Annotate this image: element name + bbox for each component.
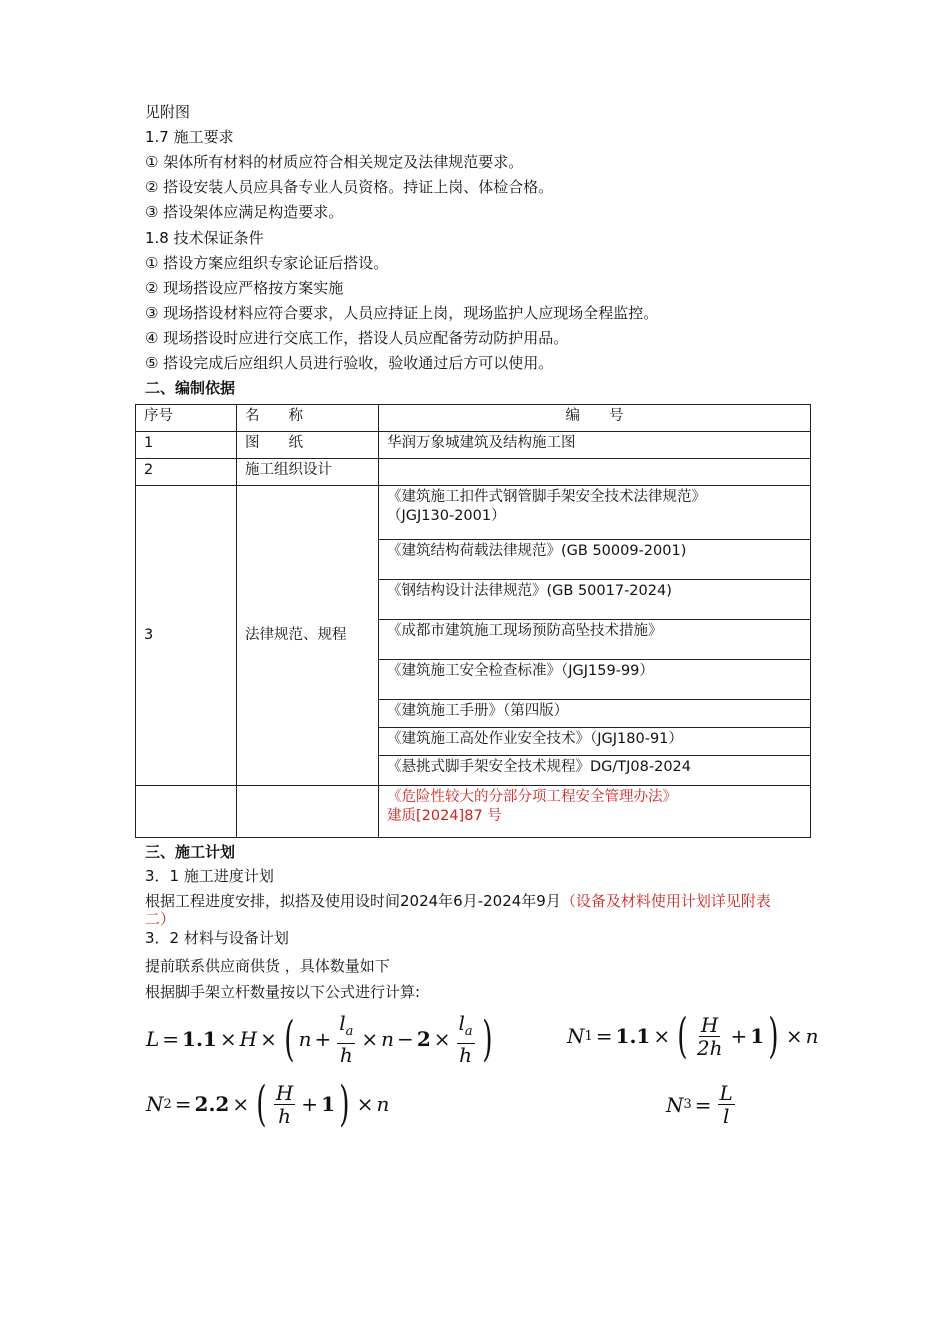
- schedule-main: 根据工程进度安排，拟搭及使用设时间2024年6月-2024年9月: [145, 892, 561, 910]
- row-name: 施工组织设计: [237, 459, 379, 486]
- text-line: ② 现场搭设应严格按方案实施: [145, 279, 344, 297]
- text-line: ③ 搭设架体应满足构造要求。: [145, 203, 344, 221]
- code-text: 《危险性较大的分部分项工程安全管理办法》: [387, 789, 677, 805]
- text-line: 见附图: [145, 103, 191, 121]
- formula-L: L = 1.1 × H × ( n + $\frac{l_a}{h}$ × n − 2 × $\frac{l_a}{h}$ ): [146, 1011, 493, 1067]
- text-line: ② 搭设安装人员应具备专业人员资格。持证上岗、体检合格。: [145, 178, 554, 196]
- text-line: ④ 现场搭设时应进行交底工作，搭设人员应配备劳动防护用品。: [145, 329, 569, 347]
- header-no: 序号: [136, 405, 237, 432]
- formula-N3: N 3 = $\frac{L}{l}$: [666, 1081, 733, 1128]
- row-code: 华润万象城建筑及结构施工图: [379, 432, 811, 459]
- row-code: 《成都市建筑施工现场预防高坠技术措施》: [379, 620, 811, 660]
- row-code-red: [379, 786, 811, 838]
- section-heading-1-8: 1.8 技术保证条件: [145, 229, 264, 247]
- table-header-row: [136, 405, 811, 432]
- supply-text: 提前联系供应商供货 ，具体数量如下: [145, 957, 390, 975]
- schedule-note-cont: 二）: [145, 910, 176, 928]
- row-code: 《悬挑式脚手架安全技术规程》DG/TJ08-2024: [379, 756, 811, 786]
- table-row: [136, 459, 811, 486]
- table-row: [136, 486, 811, 540]
- table-row: [136, 432, 811, 459]
- schedule-text: [145, 891, 771, 911]
- row-code: 《建筑施工高处作业安全技术》（JGJ180-91）: [379, 728, 811, 756]
- text-line: ① 搭设方案应组织专家论证后搭设。: [145, 254, 389, 272]
- row-name: 图 纸: [237, 432, 379, 459]
- text-line: ⑤ 搭设完成后应组织人员进行验收，验收通过后方可以使用。: [145, 354, 554, 372]
- row-code: [379, 486, 811, 540]
- row-no: 1: [136, 432, 237, 459]
- row-no: 2: [136, 459, 237, 486]
- row-name: 法律规范、规程: [237, 486, 379, 786]
- row-code: 《建筑结构荷载法律规范》(GB 50009-2001): [379, 540, 811, 580]
- row-code: 《建筑施工安全检查标准》（JGJ159-99）: [379, 660, 811, 700]
- section-title-basis: 二、编制依据: [145, 379, 236, 397]
- calc-intro: 根据脚手架立杆数量按以下公式进行计算:: [145, 983, 421, 1001]
- row-no: 3: [136, 486, 237, 786]
- subsection-title-3-1: 3．1 施工进度计划: [145, 867, 274, 885]
- code-text: 《建筑施工扣件式钢管脚手架安全技术法律规范》: [387, 489, 706, 505]
- table-row: [136, 786, 811, 838]
- row-code: 《建筑施工手册》（第四版）: [379, 700, 811, 728]
- schedule-note: （设备及材料使用计划详见附表: [560, 892, 771, 910]
- basis-table: [135, 404, 811, 838]
- text-line: ③ 现场搭设材料应符合要求，人员应持证上岗，现场监护人应现场全程监控。: [145, 304, 659, 322]
- text-line: ① 架体所有材料的材质应符合相关规定及法律规范要求。: [145, 153, 524, 171]
- header-name: 名 称: [237, 405, 379, 432]
- section-title-plan: 三、施工计划: [145, 843, 236, 861]
- section-heading-1-7: 1.7 施工要求: [145, 128, 234, 146]
- code-text: （JGJ130-2001）: [387, 508, 506, 524]
- code-text: 建质[2024]87 号: [387, 808, 502, 824]
- row-code: [379, 459, 811, 486]
- subsection-title-3-2: 3．2 材料与设备计划: [145, 929, 289, 947]
- formula-N2: N 2 = 2.2 × ( $\frac{H}{h}$ + 1 ) × n: [146, 1076, 390, 1132]
- formula-N1: N 1 = 1.1 × ( $\frac{H}{2h}$ + 1 ) × n: [567, 1008, 819, 1064]
- header-code: 编 号: [379, 405, 811, 432]
- row-code: 《钢结构设计法律规范》(GB 50017-2024): [379, 580, 811, 620]
